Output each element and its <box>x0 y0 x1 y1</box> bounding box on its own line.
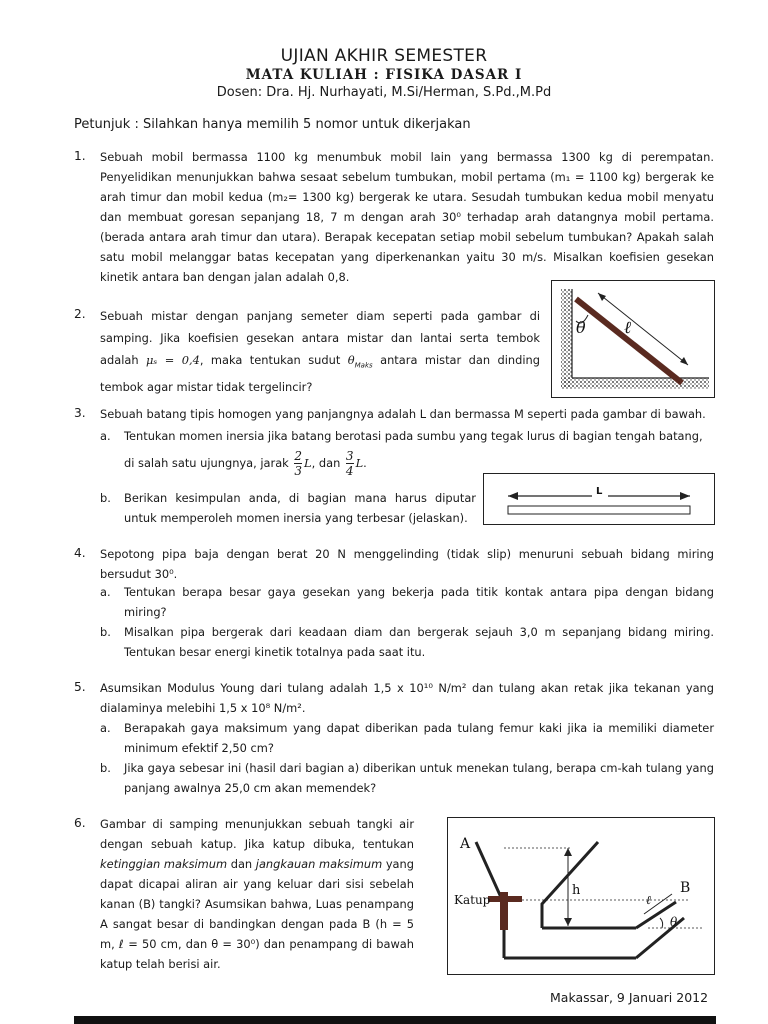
question-6-em-height: ketinggian maksimum <box>100 857 228 871</box>
question-3a-label: a. <box>100 429 111 443</box>
question-2-text-b: , maka tentukan sudut <box>199 353 341 367</box>
fig-label-a: A <box>460 836 471 852</box>
question-6-text <box>100 814 414 974</box>
valve-body <box>500 892 508 930</box>
tank-diagram <box>448 818 714 974</box>
question-2-text-a: Sebuah mistar dengan panjang semeter diam seperti pada gambar di samping. Jika koefisien gesekan antara mistar dan lantai serta tembok adalah <box>100 309 540 367</box>
question-3a-text2: di salah satu ujungnya, jarak <box>124 456 289 470</box>
question-1-number: 1. <box>74 149 86 163</box>
fig-label-valve: Katup <box>454 893 491 907</box>
frac2-num: 3 <box>345 449 354 463</box>
bottom-bar <box>74 1016 716 1024</box>
theta-symbol: θ <box>347 353 355 367</box>
rod-diagram <box>484 474 714 524</box>
fraction-three-fourths <box>346 449 354 478</box>
question-3b-text: Berikan kesimpulan anda, di bagian mana harus diputar untuk memperoleh momen inersia yang terbesar (jelaskan). <box>124 491 476 525</box>
question-3a-text: Tentukan momen inersia jika batang berotasi pada sumbu yang tegak lurus di bagian tengah batang, <box>124 429 703 443</box>
question-4-text: Sepotong pipa baja dengan berat 20 N menggelinding (tidak slip) menuruni sebuah bidang miring bersudut 30⁰. <box>100 547 714 581</box>
question-4b-text: Misalkan pipa bergerak dari keadaan diam dan bergerak sejauh 3,0 m sepanjang bidang miring. Tentukan besar energi kinetik totalnya pada saat itu. <box>124 625 714 659</box>
question-2-text <box>100 305 540 398</box>
question-5a-text: Berapakah gaya maksimum yang dapat diberikan pada tulang femur kaki jika ia memiliki diameter minimum efektif 2,50 cm? <box>124 721 714 755</box>
question-2-number: 2. <box>74 307 86 321</box>
question-5b-label: b. <box>100 761 111 775</box>
frac1-num: 2 <box>294 449 303 463</box>
exam-title: UJIAN AKHIR SEMESTER <box>280 46 488 66</box>
question-2-text-c: antara mistar dan dinding tembok agar mistar tidak tergelincir? <box>100 353 540 395</box>
question-5a-label: a. <box>100 721 111 735</box>
fig-label-b: B <box>680 880 691 896</box>
frac2-den: 4 <box>345 464 354 478</box>
thin-rod <box>508 506 690 514</box>
question-4a-text: Tentukan berapa besar gaya gesekan yang bekerja pada titik kontak antara pipa dengan bidang miring? <box>124 585 714 619</box>
theta-subscript: Maks <box>354 361 373 370</box>
question-3a-end: . <box>363 456 367 470</box>
floor-hatch <box>561 378 709 389</box>
question-3b-label: b. <box>100 491 111 505</box>
ladder-figure <box>551 280 715 398</box>
fig-label-h: h <box>572 883 581 898</box>
instruction-text: Petunjuk : Silahkan hanya memilih 5 nomor untuk dikerjakan <box>74 117 471 132</box>
frac1-var: L <box>304 456 312 470</box>
frac2-var: L <box>355 456 364 470</box>
ladder-diagram <box>552 281 714 397</box>
fig-theta-label: θ <box>576 318 586 337</box>
question-5b-text: Jika gaya sebesar ini (hasil dari bagian a) diberikan untuk menekan tulang, berapa cm-kah tulang yang panjang awalnya 25,0 cm akan memendek? <box>124 761 714 795</box>
question-5-text: Asumsikan Modulus Young dari tulang adalah 1,5 x 10¹⁰ N/m² dan tulang akan retak jika tekanan yang dialaminya melebihi 1,5 x 10⁸ N/m². <box>100 681 714 715</box>
question-6-text-b: dan <box>230 857 253 871</box>
question-1-text: Sebuah mobil bermassa 1100 kg menumbuk mobil lain yang bermassa 1300 kg di perempatan. Penyelidikan menunjukkan bahwa sesaat sebelum tumbukan, mobil pertama (m₁ = 1100 kg) bergerak ke arah timur dan mobil kedua (m₂= 1300 kg) bergerak ke utara. Sesudah tumbukan kedua mobil menyatu dan membuat goresan sepanjang 18, 7 m dengan arah 30⁰ terhadap arah datangnya mobil pertama. (berada antara arah timur dan utara). Berapak kecepatan setiap mobil sebelum tumbukan? Apakah salah satu mobil melanggar batas kecepatan yang diperkenankan yaitu 30 m/s. Misalkan koefisien gesekan kinetik antara ban dengan jalan adalah 0,8. <box>100 150 714 284</box>
question-6-em-range: jangkauan maksimum <box>255 857 383 871</box>
fig-label-length: ℓ <box>646 893 651 907</box>
course-title: MATA KULIAH : FISIKA DASAR I <box>245 67 523 83</box>
question-5-number: 5. <box>74 680 86 694</box>
mu-symbol: μₛ = 0,4 <box>146 353 200 367</box>
question-6-text-c: yang dapat dicapai aliran air yang keluar dari sisi sebelah kanan (B) tangki? Asumsikan bahwa, Luas penampang A sangat besar di bandingkan dengan pada B (h = 5 m, ℓ = 50 cm, dan θ = 30⁰) dan penampang di bawah katup telah berisi air. <box>100 857 414 971</box>
tank-figure <box>447 817 715 975</box>
question-3-text: Sebuah batang tipis homogen yang panjangnya adalah L dan bermassa M seperti pada gambar di bawah. <box>100 407 706 421</box>
ruler-rod <box>576 299 682 383</box>
footer-place-date: Makassar, 9 Januari 2012 <box>550 990 709 1005</box>
question-4-number: 4. <box>74 546 86 560</box>
fig-length-label: ℓ <box>624 318 632 338</box>
rod-figure <box>483 473 715 525</box>
wall-hatch <box>561 289 572 389</box>
fraction-two-thirds <box>294 449 302 478</box>
question-6-text-a: Gambar di samping menunjukkan sebuah tangki air dengan sebuah katup. Jika katup dibuka, tentukan <box>100 817 414 851</box>
question-3a-and: , dan <box>311 456 341 470</box>
question-6-number: 6. <box>74 816 86 830</box>
question-3-number: 3. <box>74 406 86 420</box>
fig-rod-length-label: L <box>596 486 603 497</box>
fig-label-theta: θ <box>670 915 678 929</box>
question-4b-label: b. <box>100 625 111 639</box>
question-3a-line2 <box>124 448 367 478</box>
frac1-den: 3 <box>294 464 303 478</box>
lecturer-line: Dosen: Dra. Hj. Nurhayati, M.Si/Herman, S.Pd.,M.Pd <box>216 85 552 100</box>
question-4a-label: a. <box>100 585 111 599</box>
